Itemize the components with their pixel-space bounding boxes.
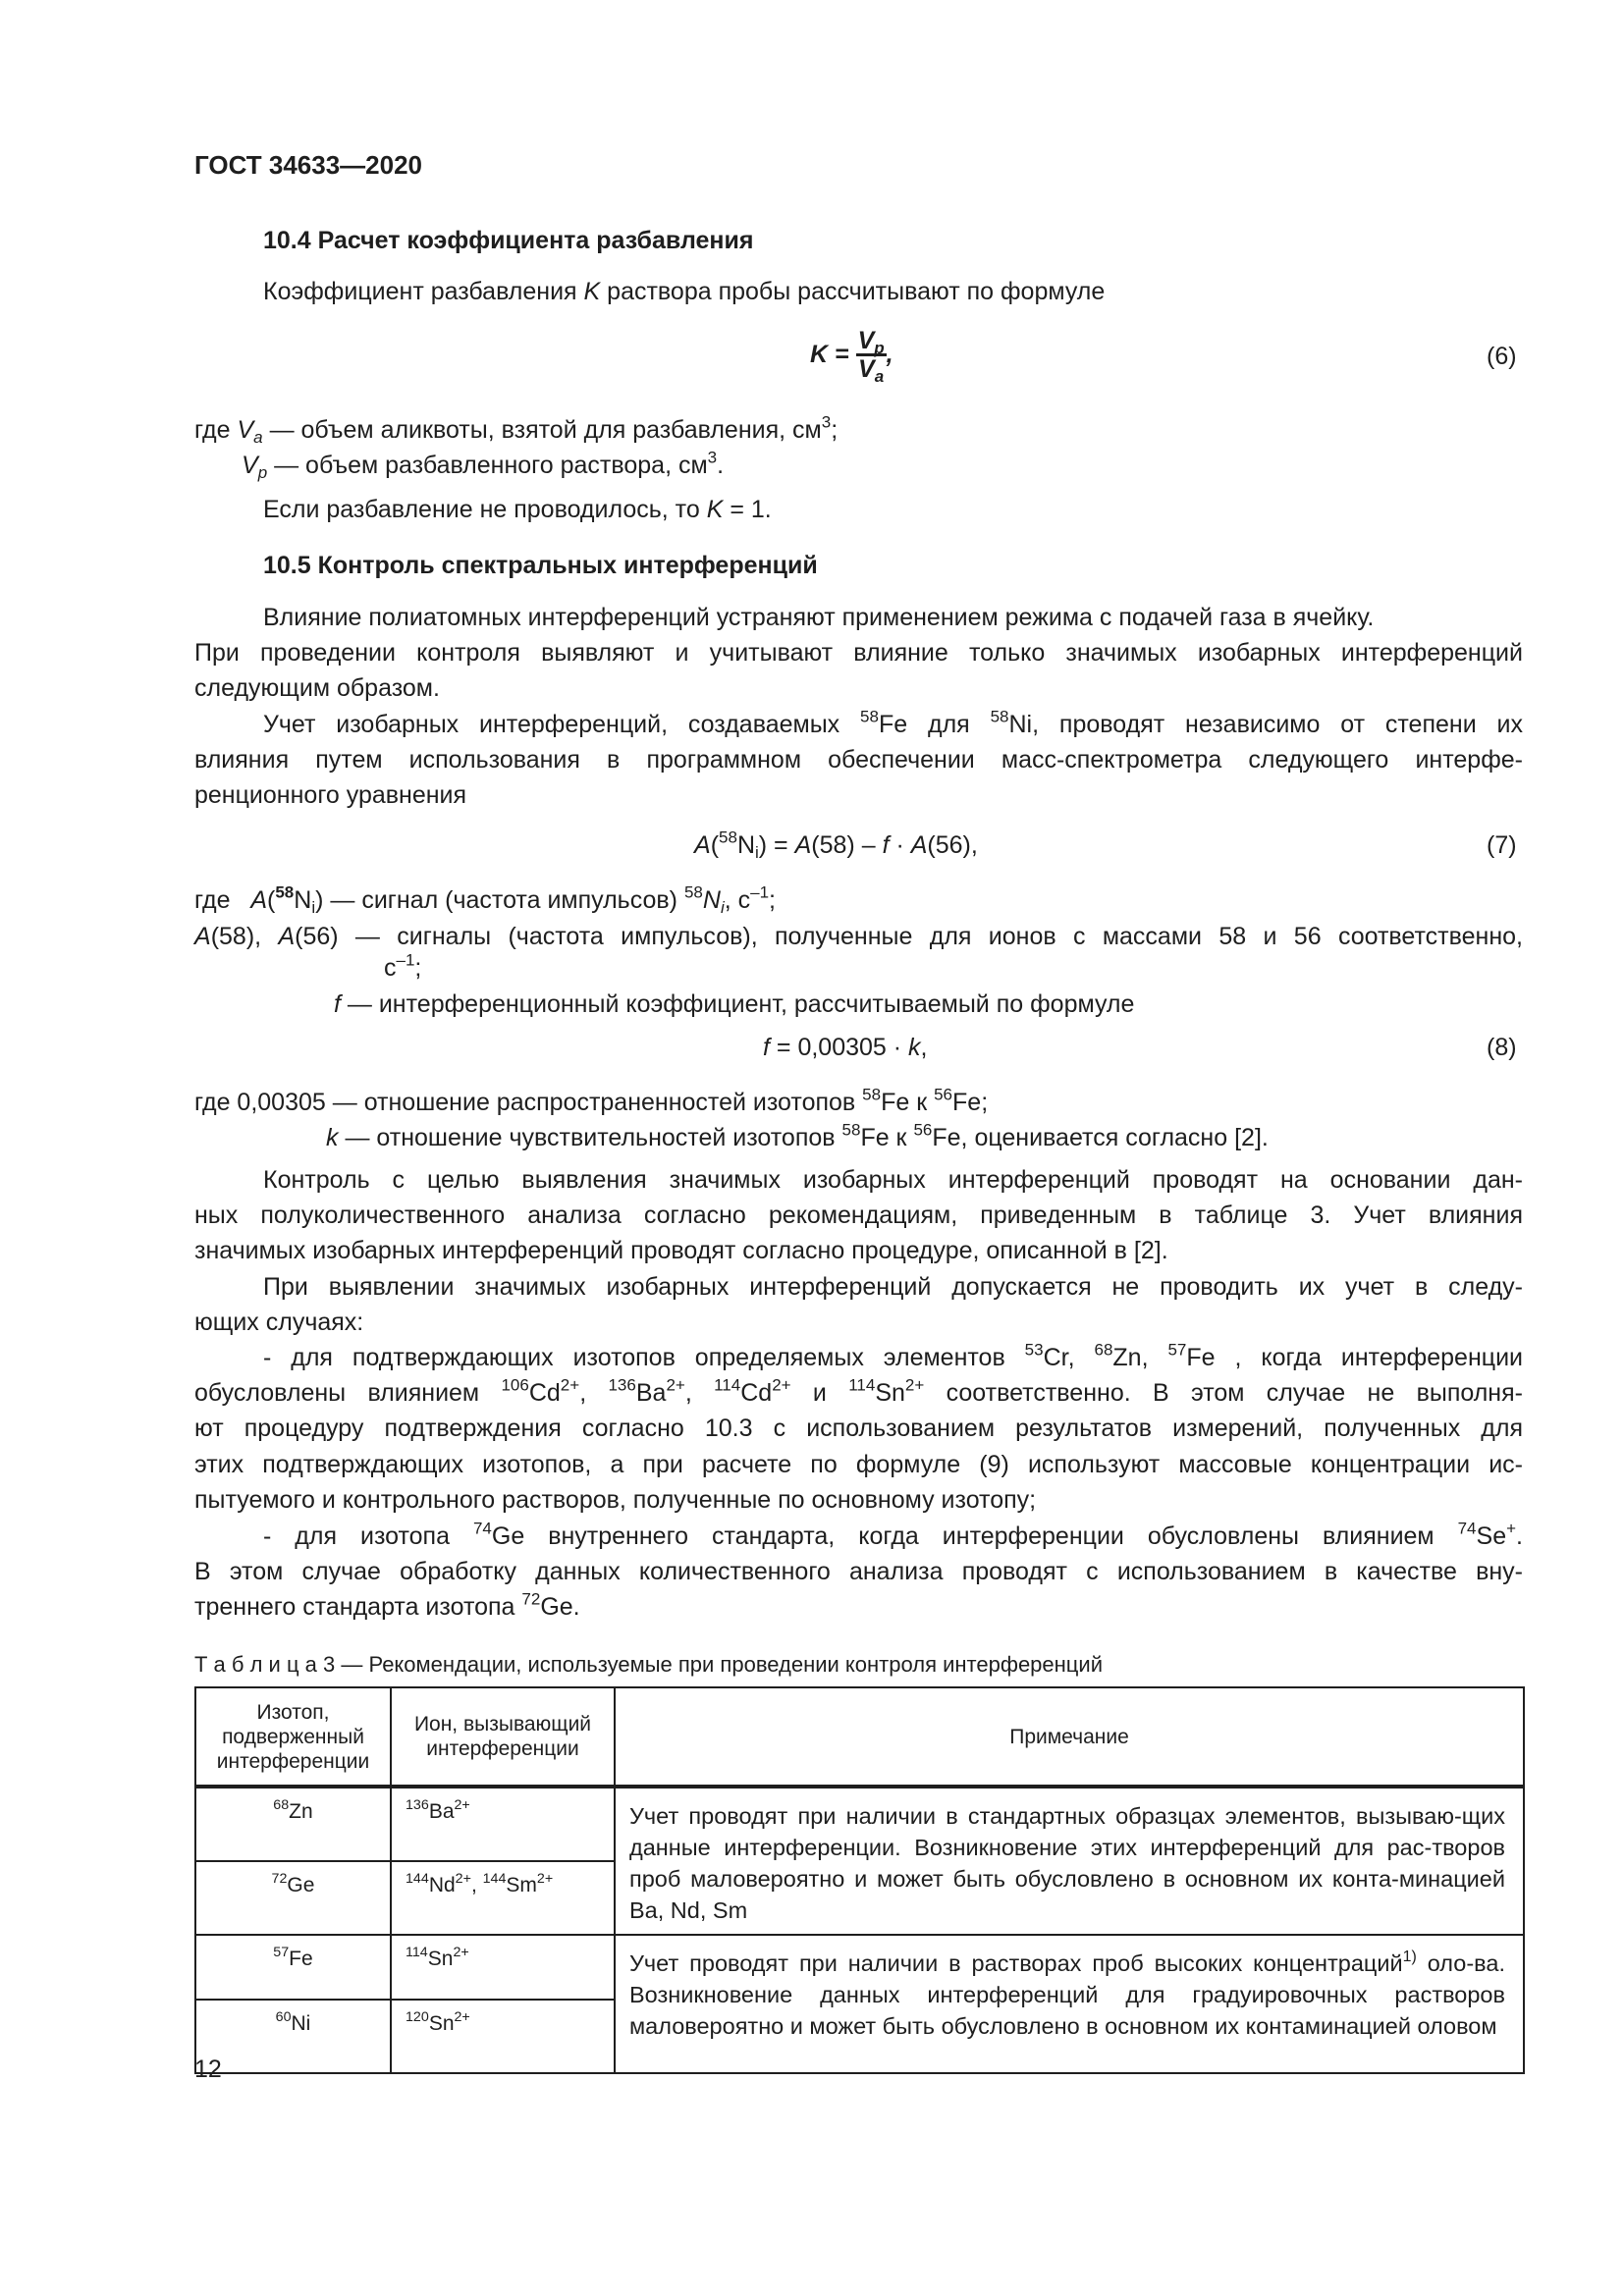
- formula-7-number: (7): [1487, 831, 1517, 859]
- header-isotope: Изотоп, подверженный интерференции: [195, 1687, 391, 1787]
- va-text: — объем аликвоты, взятой для разбавления, см: [269, 416, 822, 444]
- table-row: [195, 1787, 1524, 1861]
- b1-line-1: - для подтверждающих изотопов определяемых элементов $^{53}$Cr, $^{68}$Zn, $^{57}$Fe , когда интерференции: [263, 1340, 1523, 1371]
- vp-text: — объем разбавленного раствора, см: [274, 452, 708, 479]
- table-3-caption: Т а б л и ц а 3 — Рекомендации, используемые при проведении контроля интерференций: [194, 1652, 1103, 1677]
- note-cell-2: Учет проводят при наличии в растворах проб высоких концентраций$^{1)}$ оло-ва. Возникновение данных интерференций для градуировочных растворов маловероятно и может быть обусловлено в основном их контаминацией оловом: [615, 1935, 1524, 2073]
- table-3: [194, 1686, 1525, 2074]
- formula-6-lhs: K =: [810, 341, 849, 368]
- def-k: k — отношение чувствительностей изотопов $^{58}$Fe к $^{56}$Fe, оценивается согласно [2].: [326, 1120, 1269, 1151]
- def-a58-a56: A(58), A(56) — сигналы (частота импульсов), полученные для ионов с массами 58 и 56 соответственно,: [194, 923, 1523, 950]
- document-id: ГОСТ 34633—2020: [194, 150, 422, 180]
- formula-6-fraction: [856, 327, 887, 387]
- var-k: K: [583, 278, 601, 305]
- b2-line-2: В этом случае обработку данных количественного анализа проводят с использованием в качестве вну-: [194, 1558, 1523, 1585]
- var-va: $V_a$: [237, 416, 263, 448]
- formula-7: $A(^{58}N_i) = A(58) - f \cdot A(56)$,: [694, 828, 978, 863]
- section-10-4-intro: [263, 278, 1105, 306]
- b1-line-2: обусловлены влиянием $^{106}Cd^{2+}$, $^{136}Ba^{2+}$, $^{114}Cd^{2+}$ и $^{114}Sn^{2+}$ соответственно. В этом случае не выполня-: [194, 1375, 1523, 1407]
- b1-line-4: этих подтверждающих изотопов, а при расчете по формуле (9) используют массовые концентрации ис-: [194, 1451, 1523, 1478]
- p2-line-3: ренционного уравнения: [194, 781, 467, 809]
- p4-line-2: ющих случаях:: [194, 1308, 364, 1336]
- ion-cell: $^{136}Ba^{2+}$: [391, 1787, 615, 1861]
- isotope-cell: $^{72}$Ge: [195, 1861, 391, 1936]
- isotope-cell: $^{68}$Zn: [195, 1787, 391, 1861]
- section-10-4-heading: 10.4 Расчет коэффициента разбавления: [263, 227, 754, 254]
- b2-line-3: треннего стандарта изотопа $^{72}$Ge.: [194, 1589, 580, 1621]
- def-a58-a56-unit: $c^{-1}$;: [384, 950, 422, 982]
- def-a58ni: где $A(^{58}N_i)$ — сигнал (частота импульсов) $^{58}N_i$, $c^{-1}$;: [194, 882, 776, 918]
- formula-8-number: (8): [1487, 1034, 1517, 1061]
- table-row: [195, 1935, 1524, 2000]
- var-vp: $V_p$: [242, 452, 268, 483]
- intro-part-2: раствора пробы рассчитывают по формуле: [600, 278, 1106, 305]
- def-coefficient: где 0,00305 — отношение распространенностей изотопов $^{58}$Fe к $^{56}$Fe;: [194, 1085, 989, 1116]
- formula-6: [810, 327, 893, 387]
- p3-line-1: Контроль с целью выявления значимых изобарных интерференций проводят на основании дан-: [263, 1166, 1523, 1194]
- formula-6-denominator: $V_a$: [858, 355, 885, 387]
- page-number: 12: [194, 2056, 222, 2083]
- b1-line-3: ют процедуру подтверждения согласно 10.3 с использованием результатов измерений, полученных для: [194, 1415, 1523, 1442]
- dilution-note: Если разбавление не проводилось, то K = 1.: [263, 496, 772, 523]
- p1-line-1: Влияние полиатомных интерференций устраняют применением режима с подачей газа в ячейку.: [263, 604, 1375, 631]
- va-definition: где $V_a$ — объем аликвоты, взятой для разбавления, $см^3$;: [194, 412, 839, 448]
- note-cell-1: Учет проводят при наличии в стандартных образцах элементов, вызываю-щих данные интерференции. Возникновение этих интерференций для рас-творов проб маловероятно и может быть обусловлено в основном их конта-минацией Ba, Nd, Sm: [615, 1787, 1524, 1935]
- intro-part-1: Коэффициент разбавления: [263, 278, 584, 305]
- p4-line-1: При выявлении значимых изобарных интерференций допускается не проводить их учет в следу-: [263, 1273, 1523, 1301]
- formula-6-numerator: $V_p$: [857, 327, 885, 358]
- p1-line-3: следующим образом.: [194, 674, 440, 702]
- formula-6-number: (6): [1487, 343, 1517, 370]
- p1-line-2: При проведении контроля выявляют и учитывают влияние только значимых изобарных интерференций: [194, 639, 1523, 667]
- header-ion: Ион, вызывающий интерференции: [391, 1687, 615, 1787]
- formula-6-tail: ,: [886, 341, 893, 368]
- ion-cell: $^{120}Sn^{2+}$: [391, 2000, 615, 2073]
- vp-definition: $V_p$ — объем разбавленного раствора, $см^3$.: [242, 448, 725, 483]
- p2-line-1: Учет изобарных интерференций, создаваемых $^{58}$Fe для $^{58}$Ni, проводят независимо от степени их: [263, 707, 1523, 738]
- p3-line-3: значимых изобарных интерференций проводят согласно процедуре, описанной в [2].: [194, 1237, 1168, 1264]
- b2-line-1: - для изотопа $^{74}$Ge внутреннего стандарта, когда интерференции обусловлены влиянием $^{74}$Se+.: [263, 1519, 1523, 1550]
- p2-line-2: влияния путем использования в программном обеспечении масс-спектрометра следующего интерфе-: [194, 746, 1523, 774]
- table-header-row: [195, 1687, 1524, 1787]
- ion-cell: $^{114}Sn^{2+}$: [391, 1935, 615, 2000]
- header-note: Примечание: [615, 1687, 1524, 1787]
- def-f: f — интерференционный коэффициент, рассчитываемый по формуле: [334, 990, 1135, 1018]
- where-label: где: [194, 416, 231, 444]
- section-10-5-heading: 10.5 Контроль спектральных интерференций: [263, 552, 818, 579]
- isotope-cell: $^{57}$Fe: [195, 1935, 391, 2000]
- p3-line-2: ных полуколичественного анализа согласно рекомендациям, приведенным в таблице 3. Учет влияния: [194, 1201, 1523, 1229]
- formula-8: f = 0,00305 · k,: [763, 1034, 928, 1061]
- b1-line-5: пытуемого и контрольного растворов, полученные по основному изотопу;: [194, 1486, 1037, 1514]
- ion-cell: $^{144}Nd^{2+}$, $^{144}Sm^{2+}$: [391, 1861, 615, 1936]
- isotope-cell: $^{60}$Ni: [195, 2000, 391, 2073]
